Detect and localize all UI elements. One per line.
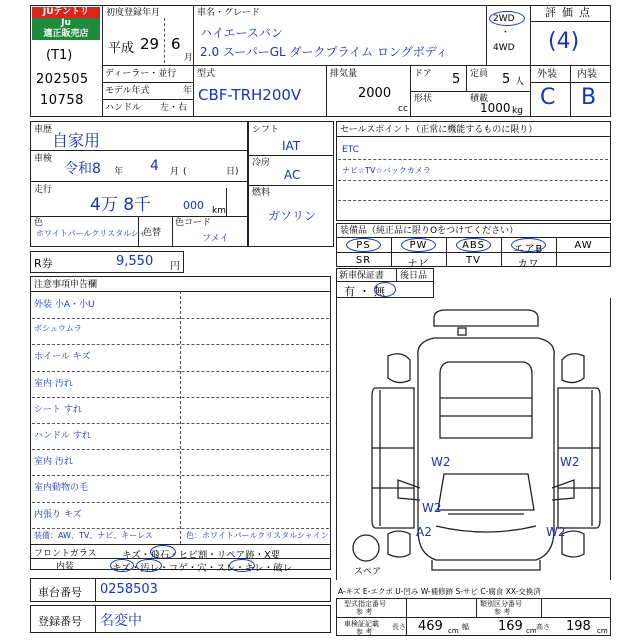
equipment-item: ABS: [462, 240, 485, 251]
reg-month: 6: [171, 35, 181, 53]
sales-point-2: ナビ☆TV☆バックカメラ: [342, 166, 431, 175]
after-label: 後日品: [400, 271, 428, 281]
front-glass-value: キズ・飛石・ヒビ割・リペア跡・X要: [122, 550, 281, 561]
length-value: 469: [418, 619, 443, 634]
interior-grade: B: [581, 85, 597, 110]
height-unit: cm: [597, 627, 608, 635]
capacity-unit: 人: [515, 77, 525, 87]
inspection-year-unit: 年: [114, 167, 124, 177]
era: 平成: [108, 41, 135, 56]
recycle-label: R券: [34, 257, 53, 270]
score-value: (4): [548, 29, 580, 54]
equipment-label: 装備品（純正品に限りOをつけてください）: [340, 226, 519, 236]
inspection-era: 令和8: [64, 161, 101, 177]
equipment-item: AW: [574, 240, 593, 251]
model-year-unit: 年: [183, 86, 193, 96]
warranty-label: 新車保証書: [339, 271, 385, 281]
notes-item: 室内 汚れ: [34, 457, 73, 468]
equipment-item: SR: [355, 255, 372, 266]
color-label: 色: [34, 218, 44, 228]
category-ref: 参 考: [494, 608, 511, 616]
inspection-month: 4: [150, 158, 159, 174]
usage-label: 車歴: [34, 125, 53, 135]
spare-label: スペア: [354, 567, 382, 577]
recycle-unit: 円: [170, 261, 180, 272]
doors: 5: [452, 72, 461, 87]
notes-item: ボシュウムラ: [34, 324, 82, 334]
reg-year: 29: [140, 35, 160, 53]
ac-label: 冷房: [252, 158, 271, 168]
width-unit: cm: [526, 627, 537, 635]
inspection-day-unit: 日): [226, 167, 239, 177]
mileage-label: 走行: [34, 185, 53, 195]
inspection-month-unit: 月: [170, 167, 180, 177]
equipment-item: カワ: [517, 259, 540, 270]
drive-dot: ・: [501, 28, 511, 38]
logo-line3: 適正販売店: [32, 29, 100, 40]
color-code: フメイ: [202, 234, 229, 244]
damage-mark-2: W2: [560, 455, 580, 469]
drive-4wd: 4WD: [493, 43, 515, 53]
notes-equip-line: 装備：AW、TV、ナビ、キーレス: [34, 531, 153, 540]
notes-item: 室内 汚れ: [34, 378, 73, 389]
car-diagram: [336, 298, 611, 580]
ac-value: AC: [284, 168, 301, 182]
notes-item: 外装 小A・小U: [34, 300, 95, 310]
usage-value: 自家用: [52, 131, 101, 150]
inspection-day-open: (: [183, 167, 187, 177]
header-date-code: 202505: [36, 72, 89, 87]
color-value: ホワイトパールクリスタルシャ: [36, 229, 147, 238]
displacement: 2000: [358, 86, 392, 101]
name-grade-label: 車名・グレード: [197, 8, 261, 18]
shift-label: シフト: [252, 125, 280, 135]
mileage-small: 000: [183, 199, 204, 212]
first-reg-label: 初度登録年月: [106, 8, 161, 18]
equipment-item: エアB: [513, 244, 544, 255]
registration-label: 登録番号: [38, 615, 82, 628]
front-glass-label: フロントガラス: [34, 549, 97, 559]
damage-mark-5: W2: [546, 525, 566, 539]
car-name: ハイエースバン: [200, 26, 283, 40]
fuel-label: 燃料: [252, 188, 271, 198]
model-year-label: モデル年式: [105, 86, 150, 96]
reg-month-unit: 月: [184, 53, 194, 63]
notes-color-line: 色：ホワイトパールクリスタルシャイン: [186, 531, 329, 540]
notes-item: 内張り キズ: [34, 509, 82, 520]
color-change-label: 色替: [143, 228, 162, 238]
header-serial: 10758: [40, 93, 84, 108]
notes-item: ハンドル すれ: [34, 431, 91, 441]
equipment-circle: [456, 238, 491, 252]
exterior-label: 外装: [537, 69, 557, 80]
interior-damage-value: キズ・汚レ・コゲ・穴・スレ・キレ・破レ: [112, 563, 293, 574]
cert-label: 車検証記載: [344, 620, 379, 628]
registration-number: 名変中: [100, 613, 142, 629]
equipment-item: PW: [409, 240, 428, 251]
notes-item: 室内動物の毛: [34, 483, 89, 494]
type-label: 型式: [197, 69, 216, 79]
recycle-box: [30, 251, 184, 273]
damage-legend: A-キズ E-エクボ U-凹み W-補修跡 S-サビ C-腐食 XX-交換済: [338, 587, 541, 596]
header-code: (T1): [46, 48, 73, 63]
load: 1000: [480, 101, 511, 115]
mileage: 4万 8千: [90, 195, 152, 215]
score-label: 評価点: [545, 6, 596, 19]
recycle-amount: 9,550: [116, 254, 154, 269]
equipment-item: PS: [356, 240, 371, 251]
dealer-label: ディーラー・並行: [105, 69, 177, 79]
logo-line2: Ju: [32, 18, 100, 29]
car-grade: 2.0 スーパーGL ダークプライム ロングボディ: [200, 45, 448, 59]
load-label: 積載: [470, 94, 489, 104]
handle-value: 左・右: [160, 103, 188, 113]
interior-label: 内装: [577, 69, 597, 80]
equipment-circle: [346, 238, 381, 252]
load-unit: kg: [512, 106, 523, 116]
warranty-value: 有・無: [344, 285, 389, 298]
inspection-label: 車検: [34, 154, 53, 164]
category-label: 類別区分番号: [480, 600, 522, 608]
length-unit: cm: [448, 627, 459, 635]
drive-2wd: 2WD: [493, 14, 515, 24]
model-cert-label: 型式指定番号: [344, 600, 386, 608]
displacement-label: 排気量: [330, 69, 358, 79]
doors-label: ドア: [414, 69, 432, 79]
cert-ref: 参 考: [356, 628, 373, 636]
color-code-label: 色コード: [175, 218, 212, 228]
logo: [32, 7, 100, 41]
width-label: 幅: [462, 623, 469, 631]
equipment-item: TV: [466, 255, 481, 266]
model-cert-ref: 参 考: [356, 608, 373, 616]
exterior-grade: C: [540, 85, 556, 110]
equipment-circle: [401, 238, 436, 252]
damage-mark-1: W2: [431, 455, 451, 469]
equipment-item: ナビ: [407, 259, 430, 270]
notes-label: 注意事項申告欄: [34, 280, 98, 290]
width-value: 169: [498, 619, 523, 634]
length-label: 長さ: [392, 623, 406, 631]
height-label: 高さ: [536, 623, 550, 631]
sales-points-label: セールスポイント（正常に機能するものに限り）: [340, 125, 538, 135]
capacity-label: 定員: [470, 69, 489, 79]
model-code: CBF-TRH200V: [198, 86, 302, 104]
shape-label: 形状: [414, 94, 433, 104]
notes-item: ホイール キズ: [34, 352, 91, 363]
chassis-label: 車台番号: [38, 586, 82, 599]
interior-damage-label: 内装: [56, 562, 75, 572]
logo-line1: JUテントリ: [32, 7, 100, 18]
header-box: [30, 5, 611, 117]
chassis-number: 0258503: [100, 582, 158, 597]
capacity: 5: [502, 72, 511, 87]
notes-item: シート すれ: [34, 404, 82, 415]
shift-value: IAT: [282, 139, 301, 153]
mileage-unit: km: [212, 206, 226, 216]
sales-point-1: ETC: [342, 145, 359, 155]
height-value: 198: [566, 619, 591, 634]
equipment-circle: [511, 238, 546, 252]
damage-mark-4: A2: [416, 525, 432, 539]
displacement-unit: cc: [398, 104, 408, 114]
damage-mark-3: W2: [422, 501, 442, 515]
handle-label: ハンドル: [105, 103, 142, 113]
fuel-value: ガソリン: [268, 209, 317, 223]
